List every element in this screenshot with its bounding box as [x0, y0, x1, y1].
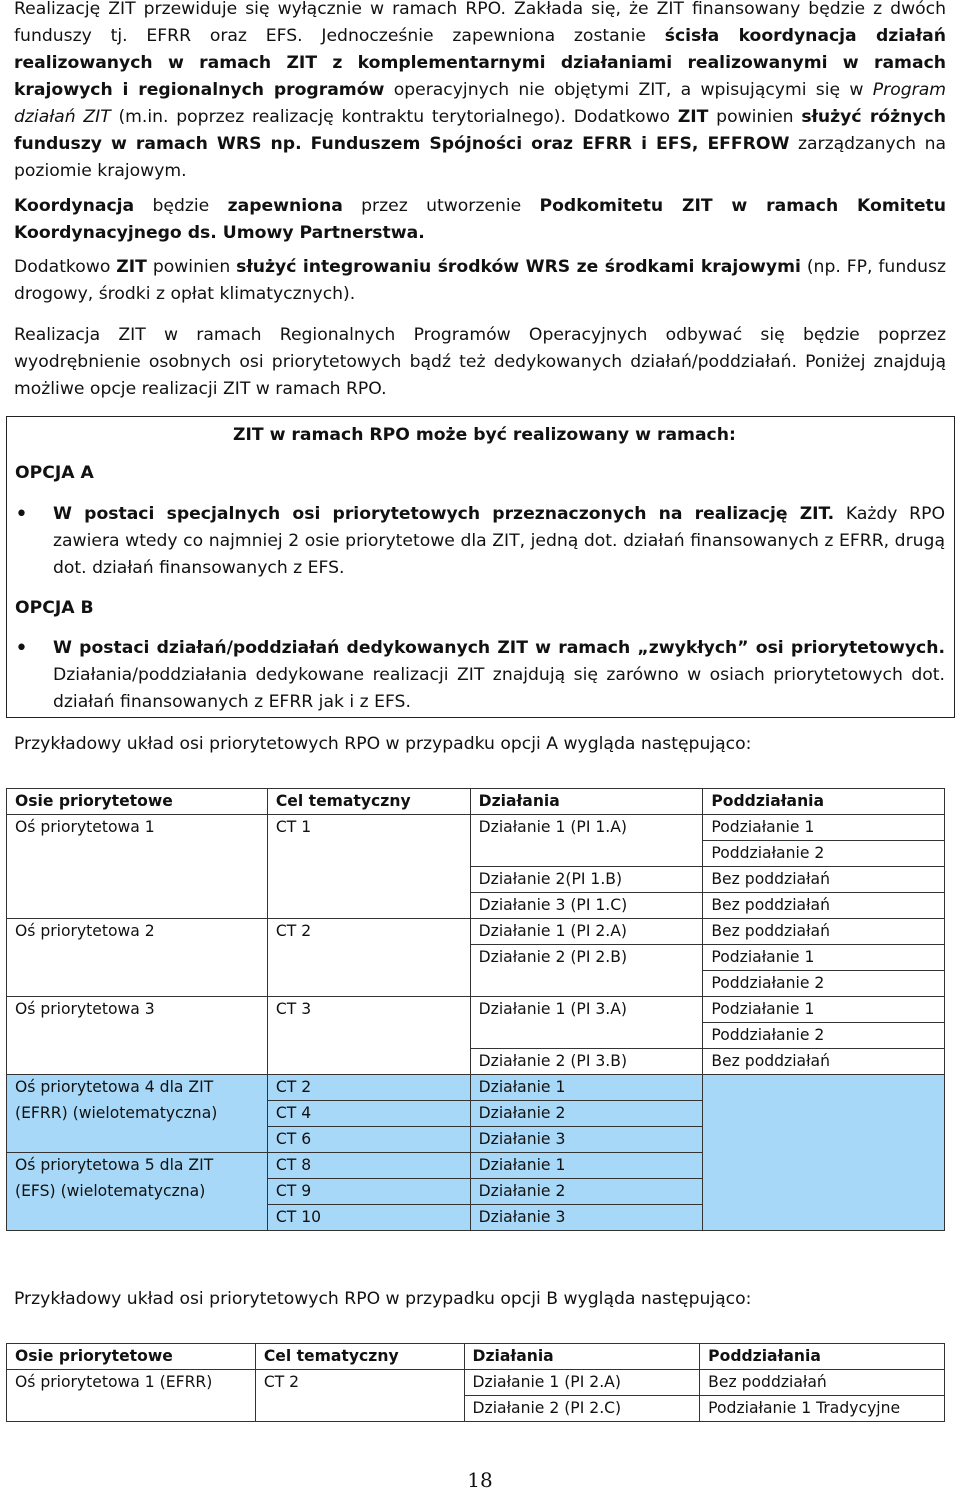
table-cell: CT 2 — [267, 919, 470, 945]
option-b-text — [53, 635, 945, 716]
header-cell: Poddziałania — [703, 789, 945, 815]
bold-run: ZIT — [677, 107, 709, 127]
bold-run: Koordynacja — [14, 196, 135, 216]
bold-run: W postaci działań/poddziałań dedykowanych ZIT w ramach „zwykłych” osi priorytetowych. — [53, 638, 945, 658]
text-run: Realizację ZIT przewiduje się wyłącznie w ramach RPO. Zakłada się, że ZIT finansowany będzie z dwóch funduszy tj. EFRR oraz EFS. Jednocześnie zapewniona zostanie — [14, 0, 946, 46]
table-cell — [267, 945, 470, 971]
table-cell: Działanie 2 — [470, 1179, 703, 1205]
header-cell: Działania — [470, 789, 703, 815]
header-cell: Cel tematyczny — [255, 1344, 464, 1370]
table-cell: Działanie 3 — [470, 1127, 703, 1153]
table-row — [7, 867, 945, 893]
table-cell: Działanie 1 (PI 1.A) — [470, 815, 703, 841]
italic-run: Program działań ZIT — [14, 80, 946, 127]
table-cell: Poddziałanie 2 — [703, 971, 945, 997]
table-cell: Działanie 1 — [470, 1153, 703, 1179]
header-cell: Poddziałania — [700, 1344, 945, 1370]
header-cell: Cel tematyczny — [267, 789, 470, 815]
table-cell-empty — [7, 1205, 268, 1231]
table-row — [7, 997, 945, 1023]
table-cell — [267, 971, 470, 997]
text-run: zarządzanych na poziomie krajowym. — [14, 134, 946, 181]
intro-paragraph-4: Realizacja ZIT w ramach Regionalnych Programów Operacyjnych odbywać się będzie poprzez wyodrębnienie osobnych osi priorytetowych bądź też dedykowanych działań/poddziałań. Poniżej znajdują możliwe opcje realizacji ZIT w ramach RPO. — [14, 325, 946, 399]
bold-run: ZIT — [116, 257, 147, 277]
table-cell — [7, 971, 268, 997]
header-cell: Osie priorytetowe — [7, 1344, 256, 1370]
table-cell: Podziałanie 1 — [703, 997, 945, 1023]
table-cell: Działanie 1 (PI 2.A) — [470, 919, 703, 945]
table-row — [7, 1049, 945, 1075]
table-cell: CT 4 — [267, 1101, 470, 1127]
table-row — [7, 815, 945, 841]
table-cell: CT 2 — [255, 1370, 464, 1396]
table-row — [7, 841, 945, 867]
table-cell: Poddziałanie 2 — [703, 841, 945, 867]
table-cell: Działanie 2 (PI 2.B) — [470, 945, 703, 971]
table-row — [7, 1370, 945, 1396]
table-cell-empty — [703, 1075, 945, 1231]
table-cell: CT 2 — [267, 1075, 470, 1101]
page-number: 18 — [467, 1468, 493, 1492]
table-cell: (EFS) (wielotematyczna) — [7, 1179, 268, 1205]
table-cell: Bez poddziałań — [703, 919, 945, 945]
table-cell: Działanie 2 — [470, 1101, 703, 1127]
header-cell: Osie priorytetowe — [7, 789, 268, 815]
table-cell — [7, 1023, 268, 1049]
table-cell: CT 10 — [267, 1205, 470, 1231]
text-run: (m.in. poprzez realizację kontraktu terytorialnego). Dodatkowo — [110, 107, 678, 127]
text-run: Dodatkowo — [14, 257, 117, 277]
table-cell: Oś priorytetowa 3 — [7, 997, 268, 1023]
table-cell: CT 9 — [267, 1179, 470, 1205]
text-run: będzie — [134, 196, 228, 216]
table-cell: CT 6 — [267, 1127, 470, 1153]
table-cell: Podziałanie 1 — [703, 945, 945, 971]
bold-run: służyć różnych funduszy w ramach WRS np. Funduszem Spójności oraz EFRR i EFS, EFFROW — [14, 107, 946, 154]
table-cell: Oś priorytetowa 1 (EFRR) — [7, 1370, 256, 1396]
table-row — [7, 893, 945, 919]
intro-paragraph-3 — [14, 254, 946, 308]
bullet-icon: • — [15, 502, 28, 527]
table-cell: Działanie 2(PI 1.B) — [470, 867, 703, 893]
table-cell: (EFRR) (wielotematyczna) — [7, 1101, 268, 1127]
table-cell — [7, 841, 268, 867]
table-cell — [267, 1049, 470, 1075]
table-header-row — [7, 789, 945, 815]
table-cell: Oś priorytetowa 2 — [7, 919, 268, 945]
option-a-bullet — [15, 501, 945, 582]
table-cell: Oś priorytetowa 4 dla ZIT — [7, 1075, 268, 1101]
table-cell: Oś priorytetowa 1 — [7, 815, 268, 841]
table-cell: Podziałanie 1 — [703, 815, 945, 841]
option-b-label: OPCJA B — [15, 598, 94, 618]
option-a-label: OPCJA A — [15, 463, 94, 483]
table-cell — [7, 867, 268, 893]
table-cell — [470, 1023, 703, 1049]
text-run: powinien — [146, 257, 237, 277]
bullet-icon: • — [15, 636, 28, 661]
option-a-text — [53, 501, 945, 582]
intro-paragraph-1 — [14, 0, 946, 185]
option-b-bullet — [15, 635, 945, 716]
table-cell — [255, 1396, 464, 1422]
text-run: Każdy RPO zawiera wtedy co najmniej 2 osie priorytetowe dla ZIT, jedną dot. działań finansowanych z EFRR, drugą dot. działań finansowanych z EFS. — [53, 504, 945, 578]
bold-run: Podkomitetu ZIT w ramach Komitetu Koordynacyjnego ds. Umowy Partnerstwa. — [14, 196, 946, 243]
table-cell: Działanie 2 (PI 2.C) — [464, 1396, 700, 1422]
table-cell — [7, 1396, 256, 1422]
table-cell — [470, 971, 703, 997]
table-cell: Oś priorytetowa 5 dla ZIT — [7, 1153, 268, 1179]
table-row — [7, 1023, 945, 1049]
table-cell: Działanie 2 (PI 3.B) — [470, 1049, 703, 1075]
header-cell: Działania — [464, 1344, 700, 1370]
table-cell — [267, 1023, 470, 1049]
text-run: Działania/poddziałania dedykowane realizacji ZIT znajdują się zarówno w osiach priorytetowych dot. działań finansowanych z EFRR jak i z EFS. — [53, 665, 945, 712]
bold-run: W postaci specjalnych osi priorytetowych przeznaczonych na realizację ZIT. — [53, 504, 835, 524]
text-run: operacyjnych nie objętymi ZIT, a wpisującymi się w — [384, 80, 873, 100]
table-row — [7, 971, 945, 997]
text-run: przez utworzenie — [342, 196, 540, 216]
table-row — [7, 945, 945, 971]
table-cell: Działanie 3 (PI 1.C) — [470, 893, 703, 919]
table-cell: CT 3 — [267, 997, 470, 1023]
table-cell-empty — [7, 1127, 268, 1153]
table-cell — [267, 867, 470, 893]
table-cell: Działanie 1 (PI 3.A) — [470, 997, 703, 1023]
table-header-row — [7, 1344, 945, 1370]
table-option-b — [6, 1343, 945, 1422]
text-run: (np. FP, fundusz drogowy, środki z opłat klimatycznych). — [14, 257, 946, 304]
table-cell: Poddziałanie 2 — [703, 1023, 945, 1049]
table-b-caption: Przykładowy układ osi priorytetowych RPO w przypadku opcji B wygląda następująco: — [14, 1289, 752, 1309]
table-a-caption: Przykładowy układ osi priorytetowych RPO w przypadku opcji A wygląda następująco: — [14, 734, 752, 754]
table-cell: Podziałanie 1 Tradycyjne — [700, 1396, 945, 1422]
table-cell: Bez poddziałań — [703, 1049, 945, 1075]
intro-paragraph-2 — [14, 193, 946, 247]
table-cell — [470, 841, 703, 867]
table-cell: CT 8 — [267, 1153, 470, 1179]
table-cell: Działanie 1 (PI 2.A) — [464, 1370, 700, 1396]
table-option-a — [6, 788, 945, 1231]
bold-run: służyć integrowaniu środków WRS ze środkami krajowymi — [236, 257, 801, 277]
bold-run: ścisła koordynacja działań realizowanych w ramach ZIT z komplementarnymi działaniami realizowanymi w ramach krajowych i regionalnych programów — [14, 26, 946, 100]
table-cell: CT 1 — [267, 815, 470, 841]
options-box — [6, 416, 955, 718]
options-box-header: ZIT w ramach RPO może być realizowany w ramach: — [233, 425, 736, 445]
table-cell — [267, 841, 470, 867]
table-row — [7, 919, 945, 945]
table-cell: Bez poddziałań — [703, 867, 945, 893]
bold-run: zapewniona — [227, 196, 343, 216]
table-cell: Bez poddziałań — [700, 1370, 945, 1396]
table-row-zit — [7, 1075, 945, 1101]
text-run: powinien — [708, 107, 802, 127]
table-cell — [267, 893, 470, 919]
table-row — [7, 1396, 945, 1422]
table-cell — [7, 1049, 268, 1075]
table-cell — [7, 893, 268, 919]
table-cell — [7, 945, 268, 971]
table-cell: Działanie 3 — [470, 1205, 703, 1231]
table-cell: Bez poddziałań — [703, 893, 945, 919]
table-cell: Działanie 1 — [470, 1075, 703, 1101]
